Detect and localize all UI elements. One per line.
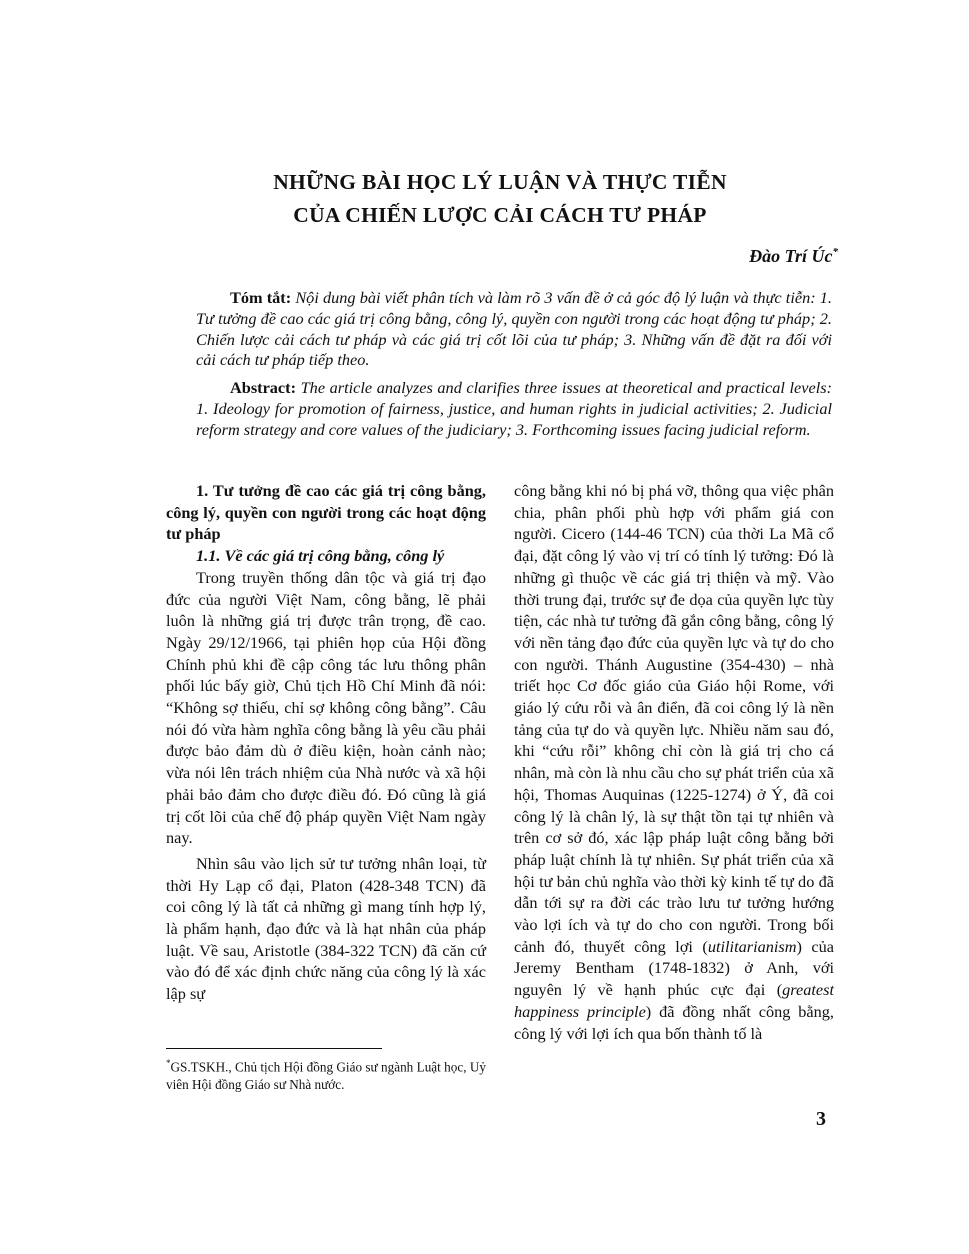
title-line-1: NHỮNG BÀI HỌC LÝ LUẬN VÀ THỰC TIỄN bbox=[273, 170, 727, 194]
body-paragraph-continued bbox=[514, 480, 834, 1044]
footnote-divider bbox=[166, 1048, 382, 1049]
abstract-text: The article analyzes and clarifies three issues at theoretical and practical levels: 1. Ideology for promotion of fairness, justice, and human rights in judicial activities; 2. Judicial reform strategy and core values of the judiciary; 3. Forthcoming issues facing judicial reform. bbox=[196, 378, 832, 439]
summary-text: Nội dung bài viết phân tích và làm rõ 3 vấn đề ở cả góc độ lý luận và thực tiễn: 1. Tư tưởng đề cao các giá trị công bằng, công lý, quyền con người trong các hoạt động tư pháp; 2. Chiến lược cải cách tư pháp và các giá trị cốt lõi của tư pháp; 3. Những vấn đề đặt ra đối với cải cách tư pháp tiếp theo. bbox=[196, 288, 833, 370]
section-1-heading: 1. Tư tưởng đề cao các giá trị công bằng, công lý, quyền con người trong các hoạt động tư pháp bbox=[166, 481, 486, 544]
term-greatest-happiness: greatest happiness principle bbox=[514, 980, 834, 1021]
title-line-2: CỦA CHIẾN LƯỢC CẢI CÁCH TƯ PHÁP bbox=[293, 203, 707, 227]
summary-label: Tóm tắt: bbox=[230, 288, 292, 307]
left-column bbox=[166, 480, 486, 1005]
right-column bbox=[514, 480, 834, 1044]
term-utilitarianism: utilitarianism bbox=[707, 936, 797, 956]
continued-text-2: ) của Jeremy Bentham (1748-1832) ở Anh, với nguyên lý về hạnh phúc cực đại ( bbox=[514, 936, 834, 1000]
footnote-marker: * bbox=[166, 1058, 171, 1068]
article-title bbox=[120, 166, 880, 232]
body-paragraph-1: Trong truyền thống dân tộc và giá trị đạo đức của người Việt Nam, công bằng, lẽ phải luôn là những giá trị được trân trọng, đề cao. Ngày 29/12/1966, tại phiên họp của Hội đồng Chính phủ khi đề cập công tác lưu thông phân phối lúc bấy giờ, Chủ tịch Hồ Chí Minh đã nói: “Không sợ thiếu, chỉ sợ không công bằng”. Câu nói đó vừa hàm nghĩa công bằng là yêu cầu phải được bảo đảm dù ở điều kiện, hoàn cảnh nào; vừa nói lên trách nhiệm của Nhà nước và xã hội phải bảo đảm cho được điều đó. Đó cũng là giá trị cốt lõi của chế độ pháp quyền Việt Nam ngày nay. bbox=[166, 567, 486, 848]
author-footnote-marker: * bbox=[832, 246, 838, 258]
footnote-text: GS.TSKH., Chủ tịch Hội đồng Giáo sư ngành Luật học, Uỷ viên Hội đồng Giáo sư Nhà nước. bbox=[166, 1059, 486, 1092]
section-1-1-heading: 1.1. Về các giá trị công bằng, công lý bbox=[196, 546, 445, 566]
summary-vi bbox=[196, 288, 832, 371]
author-byline bbox=[749, 246, 838, 267]
footnote bbox=[166, 1055, 486, 1093]
continued-text-1: công bằng khi nó bị phá vỡ, thông qua việc phân chia, phân phối phù hợp với phẩm giá con người. Cicero (144-46 TCN) của thời La Mã cổ đại, đặt công lý vào vị trí có tính lý tưởng: Đó là những gì thuộc về các giá trị thiện và mỹ. Vào thời trung đại, trước sự đe dọa của quyền lực tùy tiện, các nhà tư tưởng đã gắn công bằng, công lý với nền tảng đạo đức của quyền lực và tự do cho con người. Thánh Augustine (354-430) – nhà triết học Cơ đốc giáo của Giáo hội Rome, với giáo lý cứu rỗi và ân điển, đã coi công lý là nền tảng của tự do và quyền lực. Nhiều năm sau đó, khi “cứu rỗi” không chỉ còn là giá trị cho cá nhân, mà còn là nhu cầu cho sự phát triển của xã hội, Thomas Auquinas (1225-1274) ở Ý, đã coi công lý là chân lý, là sự thật tồn tại tự nhiên và trên cơ sở đó, xác lập pháp luật công bằng bởi pháp luật chính là tự nhiên. Sự phát triển của xã hội tư bản chủ nghĩa vào thời kỳ kinh tế tự do đã dẫn tới sự ra đời các trào lưu tư tưởng hướng vào lợi ích và tự do cho con người. Trong bối cảnh đó, thuyết công lợi ( bbox=[514, 481, 834, 956]
body-paragraph-2: Nhìn sâu vào lịch sử tư tưởng nhân loại, từ thời Hy Lạp cổ đại, Platon (428-348 TCN) đã coi công lý là tất cả những gì mang tính hợp lý, là phẩm hạnh, đạo đức và là hạt nhân của pháp luật. Về sau, Aristotle (384-322 TCN) đã căn cứ vào đó để xác định chức năng của công lý là xác lập sự bbox=[166, 853, 486, 1004]
continued-text-3: ) đã đồng nhất công bằng, công lý với lợi ích qua bốn thành tố là bbox=[514, 1001, 834, 1043]
abstract-label: Abstract: bbox=[230, 378, 297, 397]
abstract-en bbox=[196, 378, 832, 440]
page-number: 3 bbox=[816, 1108, 826, 1130]
author-name: Đào Trí Úc bbox=[749, 246, 833, 266]
